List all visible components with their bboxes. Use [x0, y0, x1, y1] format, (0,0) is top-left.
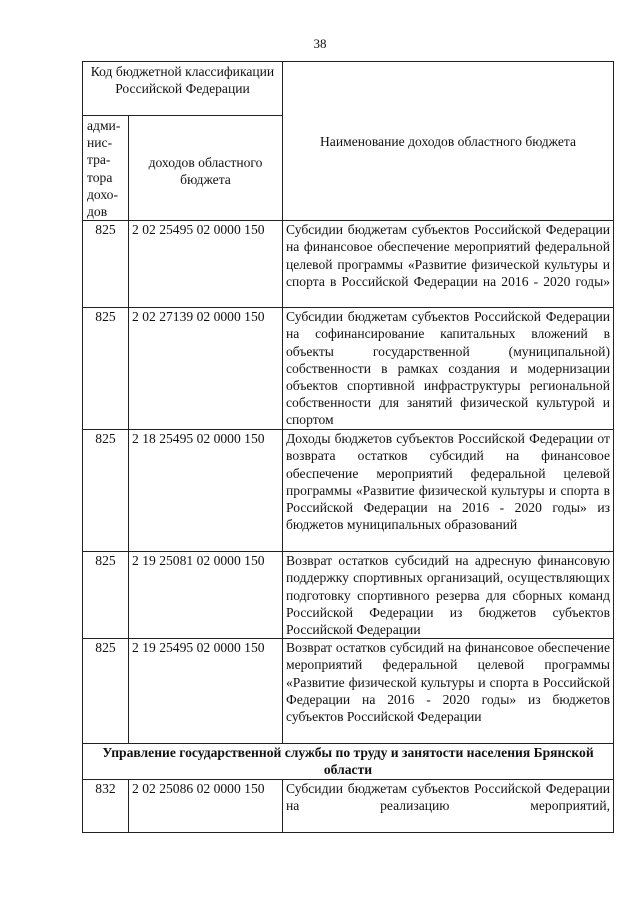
- header-budget-code: Код бюджетной классификации Российской Федерации: [83, 62, 283, 116]
- budget-code-cell: 2 19 25081 02 0000 150: [129, 552, 283, 639]
- admin-code-cell: 832: [83, 779, 129, 832]
- table-row: [83, 221, 614, 308]
- section-title: Управление государственной службы по труду и занятости населения Брянской области: [83, 744, 614, 779]
- income-name-cell: Возврат остатков субсидий на финансовое обеспечение мероприятий федеральной целевой программы «Развитие физической культуры и спорта в Российской Федерации на 2016 - 2020 годы» из бюджетов субъектов Российской Федерации: [283, 639, 614, 744]
- income-name-cell: Субсидии бюджетам субъектов Российской Федерации на финансовое обеспечение мероприятий федеральной целевой программы «Развитие физической культуры и спорта в Российской Федерации на 2016 - 2020 годы»: [283, 221, 614, 308]
- budget-code-cell: 2 02 25495 02 0000 150: [129, 221, 283, 308]
- section-heading-row: [83, 744, 614, 779]
- table-header-row: [83, 62, 614, 116]
- table-row: [83, 639, 614, 744]
- admin-code-cell: 825: [83, 552, 129, 639]
- header-income: доходов областного бюджета: [129, 116, 283, 221]
- budget-code-cell: 2 02 27139 02 0000 150: [129, 308, 283, 430]
- table-row: [83, 552, 614, 639]
- budget-code-cell: 2 18 25495 02 0000 150: [129, 430, 283, 552]
- income-name-cell: Субсидии бюджетам субъектов Российской Федерации на реализацию мероприятий,: [283, 779, 614, 832]
- admin-code-cell: 825: [83, 639, 129, 744]
- table-row: [83, 779, 614, 832]
- admin-code-cell: 825: [83, 308, 129, 430]
- header-income-name: Наименование доходов областного бюджета: [283, 62, 614, 221]
- page-number: 38: [313, 36, 327, 51]
- admin-code-cell: 825: [83, 221, 129, 308]
- table-row: [83, 308, 614, 430]
- income-name-cell: Доходы бюджетов субъектов Российской Федерации от возврата остатков субсидий на финансовое обеспечение мероприятий федеральной целевой программы «Развитие физической культуры и спорта в Российской Федерации на 2016 - 2020 годы» из бюджетов муниципальных образований: [283, 430, 614, 552]
- table-row: [83, 430, 614, 552]
- budget-code-cell: 2 19 25495 02 0000 150: [129, 639, 283, 744]
- header-administrator: адми-нис-тра-тора дохо-дов: [83, 116, 129, 221]
- budget-income-table: [82, 61, 614, 833]
- budget-code-cell: 2 02 25086 02 0000 150: [129, 779, 283, 832]
- admin-code-cell: 825: [83, 430, 129, 552]
- income-name-cell: Возврат остатков субсидий на адресную финансовую поддержку спортивных организаций, осуществляющих подготовку спортивного резерва для сборных команд Российской Федерации из бюджетов субъектов Российской Федерации: [283, 552, 614, 639]
- income-name-cell: Субсидии бюджетам субъектов Российской Федерации на софинансирование капитальных вложений в объекты государственной (муниципальной) собственности в рамках создания и модернизации объектов спортивной инфраструктуры региональной собственности для занятий физической культурой и спортом: [283, 308, 614, 430]
